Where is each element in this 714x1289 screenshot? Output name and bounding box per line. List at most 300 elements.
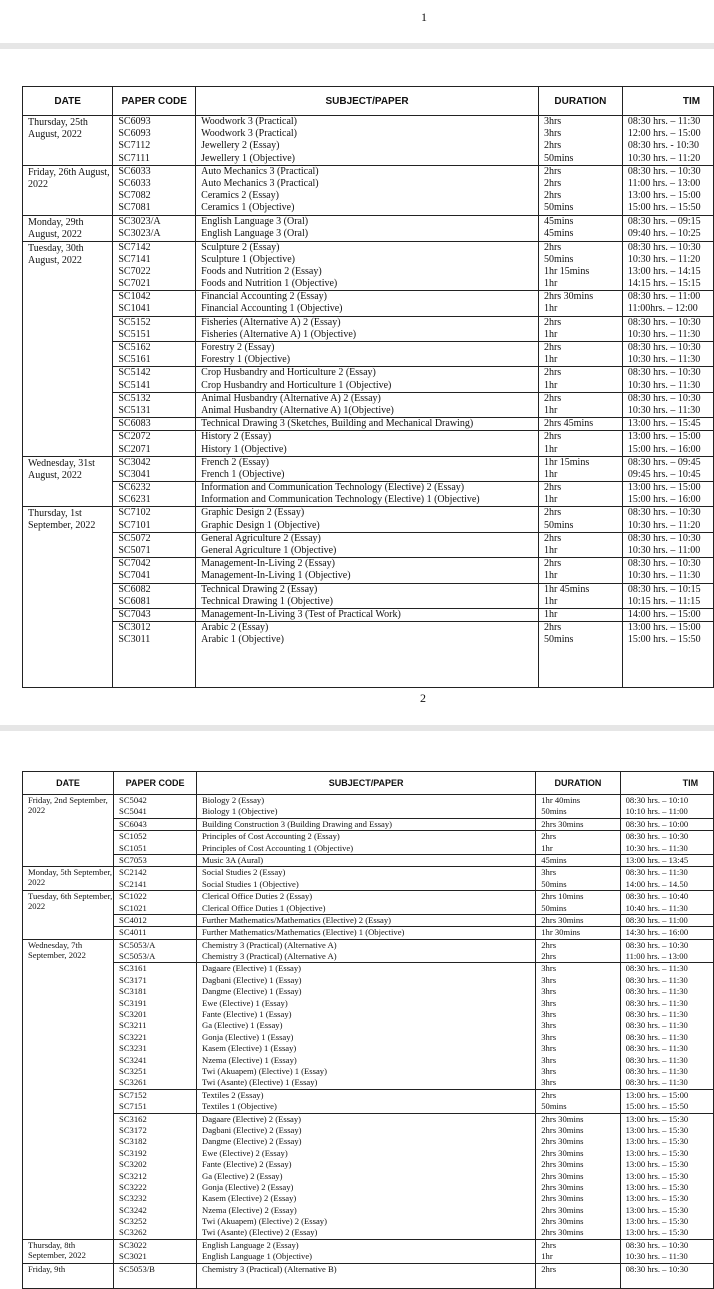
date-cell: Tuesday, 30th August, 2022 — [23, 241, 113, 456]
table-row — [23, 215, 714, 228]
time-cell: 08:30 hrs. – 11:30 — [620, 963, 713, 975]
duration-cell: 1hr 15mins — [538, 266, 622, 278]
paper-code-cell: SC1052 — [114, 831, 197, 843]
duration-cell: 2hrs 45mins — [538, 418, 622, 431]
duration-cell: 50mins — [538, 254, 622, 266]
subject-cell: Dagaare (Elective) 1 (Essay) — [197, 963, 536, 975]
subject-cell: Management-In-Living 3 (Test of Practical Work) — [196, 608, 539, 621]
duration-cell: 2hrs 10mins — [536, 891, 620, 903]
duration-cell: 50mins — [536, 806, 620, 818]
table-row — [23, 190, 714, 202]
time-cell: 08:30 hrs. – 11:00 — [622, 291, 713, 304]
table-row — [23, 634, 714, 646]
time-cell: 08:30 hrs. – 11:30 — [620, 998, 713, 1009]
duration-cell: 1hr — [538, 354, 622, 367]
page-separator — [0, 43, 714, 49]
empty-cell — [538, 647, 622, 688]
paper-code-cell: SC6083 — [113, 418, 196, 431]
duration-cell: 2hrs 30mins — [536, 1193, 620, 1204]
time-cell: 13:00 hrs. – 15:00 — [622, 431, 713, 444]
table-row — [23, 583, 714, 596]
duration-cell: 2hrs 30mins — [536, 818, 620, 830]
table-row — [23, 1055, 714, 1066]
table-row — [23, 380, 714, 393]
subject-cell: Technical Drawing 1 (Objective) — [196, 596, 539, 609]
subject-cell: English Language 1 (Objective) — [197, 1251, 536, 1263]
paper-code-cell: SC5132 — [113, 392, 196, 405]
time-cell: 08:30 hrs. – 10:30 — [620, 831, 713, 843]
paper-code-cell: SC3231 — [114, 1043, 197, 1054]
duration-cell: 2hrs 30mins — [538, 291, 622, 304]
time-cell: 13:00 hrs. – 15:30 — [620, 1205, 713, 1216]
subject-cell: Graphic Design 1 (Objective) — [196, 520, 539, 533]
subject-cell: Auto Mechanics 3 (Practical) — [196, 178, 539, 190]
duration-cell: 2hrs 30mins — [536, 1216, 620, 1227]
time-cell: 08:30 hrs. – 10:30 — [622, 342, 713, 355]
subject-cell: Ewe (Elective) 2 (Essay) — [197, 1148, 536, 1159]
table-row — [23, 367, 714, 380]
duration-cell: 1hr 30mins — [536, 927, 620, 939]
subject-cell: General Agriculture 1 (Objective) — [196, 545, 539, 558]
paper-code-cell: SC5071 — [113, 545, 196, 558]
duration-cell: 2hrs 30mins — [536, 1125, 620, 1136]
subject-cell: Fante (Elective) 2 (Essay) — [197, 1159, 536, 1170]
header-subject: SUBJECT/PAPER — [196, 87, 539, 116]
time-cell: 08:30 hrs. – 10:30 — [622, 316, 713, 329]
time-cell: 08:30 hrs. – 10:30 — [620, 939, 713, 951]
paper-code-cell: SC7142 — [113, 241, 196, 254]
table-row — [23, 1089, 714, 1101]
paper-code-cell: SC2072 — [113, 431, 196, 444]
table-row — [23, 975, 714, 986]
time-cell: 13:00 hrs. – 15:30 — [620, 1125, 713, 1136]
table-row — [23, 266, 714, 278]
subject-cell: Fante (Elective) 1 (Essay) — [197, 1009, 536, 1020]
time-cell: 09:40 hrs. – 10:25 — [622, 228, 713, 241]
time-cell: 15:00 hrs. – 16:00 — [622, 494, 713, 507]
duration-cell: 3hrs — [536, 986, 620, 997]
duration-cell: 3hrs — [538, 128, 622, 140]
paper-code-cell: SC3021 — [114, 1251, 197, 1263]
paper-code-cell: SC6093 — [113, 128, 196, 140]
timetable-body-page-2 — [23, 795, 714, 1289]
subject-cell: Dangme (Elective) 2 (Essay) — [197, 1136, 536, 1147]
subject-cell: English Language 3 (Oral) — [196, 228, 539, 241]
duration-cell: 2hrs — [536, 1263, 620, 1276]
table-row — [23, 431, 714, 444]
time-cell: 08:30 hrs. – 10:30 — [620, 1239, 713, 1251]
subject-cell: Kasem (Elective) 1 (Essay) — [197, 1043, 536, 1054]
paper-code-cell: SC5131 — [113, 405, 196, 418]
paper-code-cell: SC7112 — [113, 140, 196, 152]
subject-cell: Gonja (Elective) 1 (Essay) — [197, 1032, 536, 1043]
table-row — [23, 1101, 714, 1113]
time-cell: 13:00 hrs. – 15:45 — [622, 418, 713, 431]
subject-cell: Management-In-Living 2 (Essay) — [196, 558, 539, 571]
subject-cell: Clerical Office Duties 1 (Objective) — [197, 903, 536, 915]
paper-code-cell: SC5152 — [113, 316, 196, 329]
table-row — [23, 494, 714, 507]
time-cell: 13:00 hrs. – 15:00 — [622, 482, 713, 495]
paper-code-cell: SC3192 — [114, 1148, 197, 1159]
paper-code-cell: SC5142 — [113, 367, 196, 380]
empty-cell — [536, 1276, 620, 1289]
paper-code-cell: SC5161 — [113, 354, 196, 367]
table-row — [23, 622, 714, 635]
time-cell: 10:15 hrs. – 11:15 — [622, 596, 713, 609]
time-cell: 08:30 hrs. – 10:00 — [620, 818, 713, 830]
paper-code-cell: SC3261 — [114, 1077, 197, 1089]
paper-code-cell: SC3182 — [114, 1136, 197, 1147]
subject-cell: Crop Husbandry and Horticulture 1 (Objective) — [196, 380, 539, 393]
subject-cell: Twi (Asante) (Elective) 1 (Essay) — [197, 1077, 536, 1089]
duration-cell: 2hrs — [538, 431, 622, 444]
subject-cell: Arabic 1 (Objective) — [196, 634, 539, 646]
table-row — [23, 116, 714, 129]
table-row — [23, 520, 714, 533]
timetable-body-page-1 — [23, 116, 714, 688]
date-cell: Friday, 26th August, 2022 — [23, 165, 113, 215]
time-cell: 08:30 hrs. – 10:10 — [620, 795, 713, 807]
table-row — [23, 608, 714, 621]
duration-cell: 3hrs — [536, 1020, 620, 1031]
paper-code-cell: SC7102 — [113, 507, 196, 520]
time-cell: 08:30 hrs. – 11:30 — [620, 1066, 713, 1077]
duration-cell: 2hrs — [538, 558, 622, 571]
paper-code-cell: SC3242 — [114, 1205, 197, 1216]
duration-cell: 3hrs — [536, 975, 620, 986]
subject-cell: Social Studies 2 (Essay) — [197, 867, 536, 879]
duration-cell: 50mins — [538, 153, 622, 166]
table-row — [23, 228, 714, 241]
subject-cell: Sculpture 2 (Essay) — [196, 241, 539, 254]
paper-code-cell: SC1022 — [114, 891, 197, 903]
subject-cell: Twi (Akuapem) (Elective) 2 (Essay) — [197, 1216, 536, 1227]
table-row — [23, 1077, 714, 1089]
time-cell: 11:00hrs. – 12:00 — [622, 303, 713, 316]
duration-cell: 3hrs — [536, 1009, 620, 1020]
duration-cell: 3hrs — [536, 1077, 620, 1089]
time-cell: 08:30 hrs. – 10:30 — [622, 507, 713, 520]
header-duration: DURATION — [536, 772, 620, 795]
table-row — [23, 545, 714, 558]
table-row — [23, 1216, 714, 1227]
time-cell: 08:30 hrs. – 11:30 — [620, 867, 713, 879]
subject-cell: Building Construction 3 (Building Drawing and Essay) — [197, 818, 536, 830]
duration-cell: 1hr — [536, 1251, 620, 1263]
table-row — [23, 1171, 714, 1182]
duration-cell: 1hr — [538, 303, 622, 316]
time-cell: 13:00 hrs. – 15:00 — [622, 190, 713, 202]
subject-cell: Textiles 2 (Essay) — [197, 1089, 536, 1101]
subject-cell: French 1 (Objective) — [196, 469, 539, 482]
time-cell: 10:30 hrs. – 11:20 — [622, 254, 713, 266]
table-row — [23, 1009, 714, 1020]
paper-code-cell: SC7151 — [114, 1101, 197, 1113]
duration-cell: 45mins — [536, 854, 620, 866]
paper-code-cell: SC5053/B — [114, 1263, 197, 1276]
paper-code-cell: SC2141 — [114, 879, 197, 891]
table-row — [23, 939, 714, 951]
empty-cell — [23, 1276, 114, 1289]
duration-cell: 2hrs — [538, 532, 622, 545]
subject-cell: Forestry 1 (Objective) — [196, 354, 539, 367]
subject-cell: Dagbani (Elective) 2 (Essay) — [197, 1125, 536, 1136]
date-cell: Monday, 29th August, 2022 — [23, 215, 113, 241]
duration-cell: 50mins — [536, 1101, 620, 1113]
subject-cell: Fisheries (Alternative A) 1 (Objective) — [196, 329, 539, 342]
table-row — [23, 1136, 714, 1147]
time-cell: 08:30 hrs. – 10:30 — [622, 558, 713, 571]
duration-cell: 3hrs — [536, 1043, 620, 1054]
subject-cell: Management-In-Living 1 (Objective) — [196, 570, 539, 583]
table-row — [23, 998, 714, 1009]
time-cell: 15:00 hrs. – 15:50 — [620, 1101, 713, 1113]
page-separator — [0, 725, 714, 731]
time-cell: 13:00 hrs. – 15:30 — [620, 1182, 713, 1193]
table-row — [23, 879, 714, 891]
duration-cell: 1hr — [538, 444, 622, 457]
header-date: DATE — [23, 772, 114, 795]
paper-code-cell: SC3252 — [114, 1216, 197, 1227]
duration-cell: 1hr 45mins — [538, 583, 622, 596]
header-subject: SUBJECT/PAPER — [197, 772, 536, 795]
time-cell: 10:30 hrs. – 11:30 — [620, 843, 713, 855]
date-cell: Wednesday, 31st August, 2022 — [23, 456, 113, 507]
table-row — [23, 153, 714, 166]
time-cell: 10:30 hrs. – 11:20 — [622, 153, 713, 166]
time-cell: 08:30 hrs. – 11:30 — [620, 975, 713, 986]
time-cell: 08:30 hrs. – 10:30 — [622, 392, 713, 405]
table-row — [23, 558, 714, 571]
subject-cell: Ga (Elective) 2 (Essay) — [197, 1171, 536, 1182]
duration-cell: 2hrs — [538, 140, 622, 152]
time-cell: 14:15 hrs. – 15:15 — [622, 278, 713, 291]
time-cell: 13:00 hrs. – 14:15 — [622, 266, 713, 278]
duration-cell: 2hrs — [536, 939, 620, 951]
time-cell: 10:40 hrs. – 11:30 — [620, 903, 713, 915]
time-cell: 08:30 hrs. – 11:30 — [622, 116, 713, 129]
time-cell: 08:30 hrs. – 09:15 — [622, 215, 713, 228]
time-cell: 08:30 hrs. – 11:30 — [620, 1077, 713, 1089]
paper-code-cell: SC3023/A — [113, 215, 196, 228]
time-cell: 15:00 hrs. – 16:00 — [622, 444, 713, 457]
duration-cell: 2hrs — [538, 316, 622, 329]
paper-code-cell: SC3191 — [114, 998, 197, 1009]
table-row — [23, 1066, 714, 1077]
table-row — [23, 316, 714, 329]
table-row — [23, 165, 714, 178]
subject-cell: Twi (Akuapem) (Elective) 1 (Essay) — [197, 1066, 536, 1077]
paper-code-cell: SC7022 — [113, 266, 196, 278]
duration-cell: 2hrs — [538, 342, 622, 355]
table-row — [23, 329, 714, 342]
table-row — [23, 831, 714, 843]
time-cell: 08:30 hrs. – 11:30 — [620, 1032, 713, 1043]
paper-code-cell: SC3241 — [114, 1055, 197, 1066]
duration-cell: 2hrs 30mins — [536, 1182, 620, 1193]
paper-code-cell: SC7042 — [113, 558, 196, 571]
duration-cell: 1hr — [536, 843, 620, 855]
paper-code-cell: SC3232 — [114, 1193, 197, 1204]
subject-cell: Nzema (Elective) 2 (Essay) — [197, 1205, 536, 1216]
duration-cell: 2hrs 30mins — [536, 1159, 620, 1170]
duration-cell: 1hr — [538, 570, 622, 583]
table-row — [23, 795, 714, 807]
table-row — [23, 818, 714, 830]
subject-cell: Nzema (Elective) 1 (Essay) — [197, 1055, 536, 1066]
time-cell: 08:30 hrs. – 11:30 — [620, 986, 713, 997]
time-cell: 11:00 hrs. – 13:00 — [620, 951, 713, 963]
subject-cell: Principles of Cost Accounting 1 (Objective) — [197, 843, 536, 855]
time-cell: 10:30 hrs. – 11:20 — [622, 520, 713, 533]
duration-cell: 2hrs — [538, 190, 622, 202]
header-time: TIM — [622, 87, 713, 116]
duration-cell: 2hrs — [536, 831, 620, 843]
time-cell: 08:30 hrs. - 10:30 — [622, 140, 713, 152]
paper-code-cell: SC6033 — [113, 178, 196, 190]
table-row — [23, 1148, 714, 1159]
time-cell: 13:00 hrs. – 15:30 — [620, 1148, 713, 1159]
table-end-row — [23, 647, 714, 688]
table-row — [23, 241, 714, 254]
subject-cell: Ceramics 2 (Essay) — [196, 190, 539, 202]
subject-cell: Twi (Asante) (Elective) 2 (Essay) — [197, 1227, 536, 1239]
table-row — [23, 140, 714, 152]
duration-cell: 1hr — [538, 545, 622, 558]
paper-code-cell: SC3181 — [114, 986, 197, 997]
paper-code-cell: SC6232 — [113, 482, 196, 495]
time-cell: 08:30 hrs. – 11:00 — [620, 914, 713, 926]
paper-code-cell: SC5053/A — [114, 939, 197, 951]
duration-cell: 2hrs — [536, 1239, 620, 1251]
time-cell: 08:30 hrs. – 10:30 — [622, 367, 713, 380]
paper-code-cell: SC3221 — [114, 1032, 197, 1043]
subject-cell: Chemistry 3 (Practical) (Alternative B) — [197, 1263, 536, 1276]
table-row — [23, 843, 714, 855]
time-cell: 10:30 hrs. – 11:30 — [622, 354, 713, 367]
time-cell: 10:10 hrs. – 11:00 — [620, 806, 713, 818]
subject-cell: Ga (Elective) 1 (Essay) — [197, 1020, 536, 1031]
table-row — [23, 418, 714, 431]
table-row — [23, 128, 714, 140]
paper-code-cell: SC3262 — [114, 1227, 197, 1239]
subject-cell: English Language 3 (Oral) — [196, 215, 539, 228]
subject-cell: Biology 2 (Essay) — [197, 795, 536, 807]
time-cell: 08:30 hrs. – 11:30 — [620, 1055, 713, 1066]
table-row — [23, 178, 714, 190]
table-row — [23, 278, 714, 291]
table-row — [23, 392, 714, 405]
duration-cell: 3hrs — [536, 963, 620, 975]
table-row — [23, 914, 714, 926]
time-cell: 08:30 hrs. – 09:45 — [622, 456, 713, 469]
table-row — [23, 903, 714, 915]
time-cell: 13:00 hrs. – 15:30 — [620, 1227, 713, 1239]
subject-cell: Social Studies 1 (Objective) — [197, 879, 536, 891]
table-row — [23, 854, 714, 866]
empty-cell — [114, 1276, 197, 1289]
subject-cell: Auto Mechanics 3 (Practical) — [196, 165, 539, 178]
time-cell: 13:00 hrs. – 15:30 — [620, 1193, 713, 1204]
page-number-2: 2 — [420, 691, 426, 705]
table-row — [23, 303, 714, 316]
header-paper-code: PAPER CODE — [114, 772, 197, 795]
duration-cell: 2hrs 30mins — [536, 914, 620, 926]
subject-cell: Kasem (Elective) 2 (Essay) — [197, 1193, 536, 1204]
paper-code-cell: SC3201 — [114, 1009, 197, 1020]
subject-cell: Further Mathematics/Mathematics (Elective) 1 (Objective) — [197, 927, 536, 939]
duration-cell: 50mins — [538, 634, 622, 646]
subject-cell: Ewe (Elective) 1 (Essay) — [197, 998, 536, 1009]
paper-code-cell: SC1041 — [113, 303, 196, 316]
time-cell: 08:30 hrs. – 11:30 — [620, 1009, 713, 1020]
subject-cell: Fisheries (Alternative A) 2 (Essay) — [196, 316, 539, 329]
paper-code-cell: SC2071 — [113, 444, 196, 457]
date-cell: Friday, 9th — [23, 1263, 114, 1276]
empty-cell — [113, 647, 196, 688]
paper-code-cell: SC6093 — [113, 116, 196, 129]
table-row — [23, 1020, 714, 1031]
subject-cell: Dagbani (Elective) 1 (Essay) — [197, 975, 536, 986]
table-row — [23, 806, 714, 818]
paper-code-cell: SC5041 — [114, 806, 197, 818]
table-row — [23, 891, 714, 903]
table-row — [23, 867, 714, 879]
paper-code-cell: SC6231 — [113, 494, 196, 507]
time-cell: 08:30 hrs. – 11:30 — [620, 1020, 713, 1031]
time-cell: 08:30 hrs. – 10:30 — [622, 241, 713, 254]
time-cell: 10:30 hrs. – 11:30 — [622, 570, 713, 583]
subject-cell: Woodwork 3 (Practical) — [196, 116, 539, 129]
paper-code-cell: SC7053 — [114, 854, 197, 866]
duration-cell: 1hr — [538, 608, 622, 621]
time-cell: 08:30 hrs. – 10:30 — [622, 532, 713, 545]
time-cell: 14:00 hrs. – 14.50 — [620, 879, 713, 891]
duration-cell: 45mins — [538, 228, 622, 241]
paper-code-cell: SC5151 — [113, 329, 196, 342]
subject-cell: Technical Drawing 2 (Essay) — [196, 583, 539, 596]
timetable-page-1 — [22, 86, 714, 688]
subject-cell: Further Mathematics/Mathematics (Elective) 2 (Essay) — [197, 914, 536, 926]
duration-cell: 1hr — [538, 596, 622, 609]
time-cell: 10:30 hrs. – 11:30 — [622, 405, 713, 418]
duration-cell: 2hrs — [538, 241, 622, 254]
paper-code-cell: SC7152 — [114, 1089, 197, 1101]
paper-code-cell: SC3202 — [114, 1159, 197, 1170]
duration-cell: 2hrs — [536, 951, 620, 963]
table-row — [23, 507, 714, 520]
subject-cell: Animal Husbandry (Alternative A) 1(Objective) — [196, 405, 539, 418]
duration-cell: 2hrs 30mins — [536, 1227, 620, 1239]
time-cell: 13:00 hrs. – 15:00 — [620, 1089, 713, 1101]
paper-code-cell: SC3171 — [114, 975, 197, 986]
subject-cell: Foods and Nutrition 1 (Objective) — [196, 278, 539, 291]
duration-cell: 3hrs — [536, 998, 620, 1009]
table-row — [23, 596, 714, 609]
duration-cell: 3hrs — [536, 1032, 620, 1043]
time-cell: 13:00 hrs. – 13:45 — [620, 854, 713, 866]
subject-cell: Foods and Nutrition 2 (Essay) — [196, 266, 539, 278]
duration-cell: 2hrs 30mins — [536, 1113, 620, 1125]
table-row — [23, 1032, 714, 1043]
duration-cell: 1hr 15mins — [538, 456, 622, 469]
subject-cell: Arabic 2 (Essay) — [196, 622, 539, 635]
table-row — [23, 1251, 714, 1263]
paper-code-cell: SC3172 — [114, 1125, 197, 1136]
paper-code-cell: SC3041 — [113, 469, 196, 482]
subject-cell: Woodwork 3 (Practical) — [196, 128, 539, 140]
